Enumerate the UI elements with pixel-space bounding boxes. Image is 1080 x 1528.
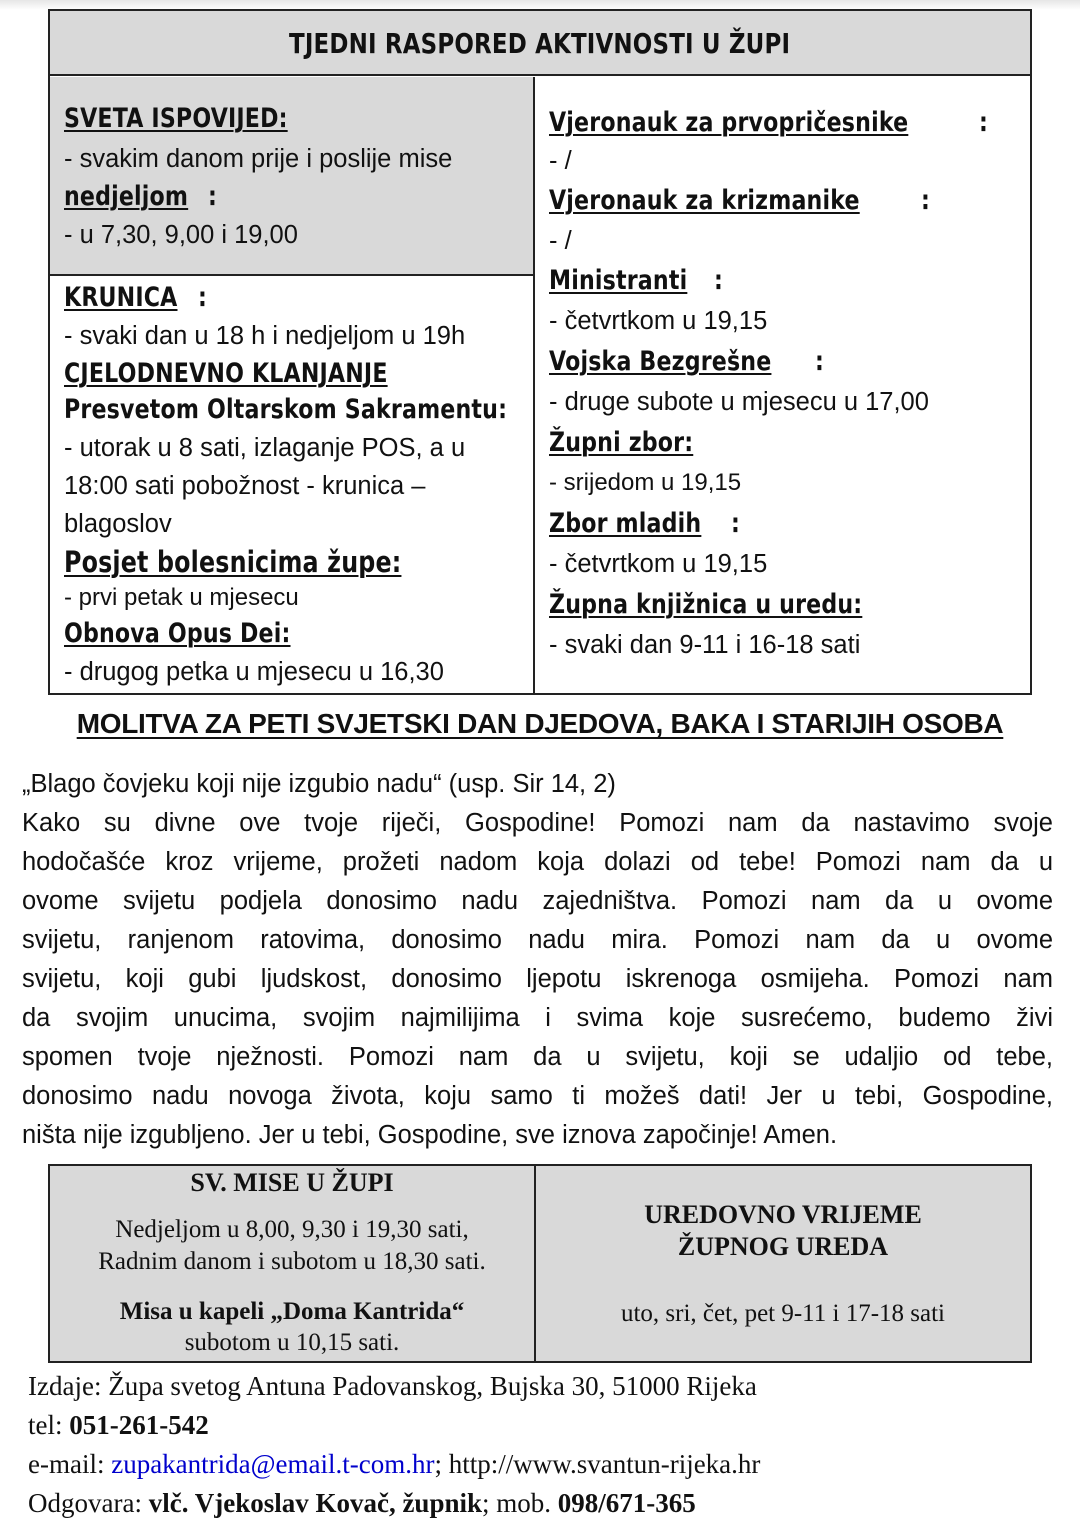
- masses-line-1: Nedjeljom u 8,00, 9,30 i 19,30 sati,: [115, 1216, 469, 1243]
- first-communion-line: - /: [549, 147, 572, 175]
- altar-servers-line: - četvrtkom u 19,15: [549, 307, 768, 335]
- immaculata-title: Vojska Bezgrešne: [549, 346, 772, 377]
- schedule-title: TJEDNI RASPORED AKTIVNOSTI U ŽUPI: [289, 27, 791, 60]
- sunday-label: nedjeljom: [64, 181, 189, 212]
- library-title: Župna knjižnica u uredu:: [549, 589, 863, 620]
- first-communion-title: Vjeronauk za prvopričesnike: [549, 107, 909, 138]
- opus-dei-line: - drugog petka u mjesecu u 16,30: [64, 658, 444, 686]
- opus-dei-title: Obnova Opus Dei:: [64, 618, 291, 649]
- prayer-body: [22, 765, 1053, 1155]
- office-hours: uto, sri, čet, pet 9-11 i 17-18 sati: [620, 1300, 945, 1327]
- left-column: SVETA ISPOVIJED: - svakim danom prije i poslije mise nedjeljom : - u 7,30, 9,00 i 19,00: [64, 100, 529, 254]
- footer: [28, 1367, 1068, 1523]
- confession-line-2: - u 7,30, 9,00 i 19,00: [64, 221, 298, 249]
- chapel-line: subotom u 10,15 sati.: [184, 1329, 400, 1356]
- email-line: e-mail: zupakantrida@email.t-com.hr; http://www.svantun-rijeka.hr: [28, 1449, 761, 1479]
- chapel-title: Misa u kapeli „Doma Kantrida“: [119, 1298, 465, 1325]
- prayer-line: hodočašće kroz vrijeme, prožeti nadom koja dolazi od tebe! Pomozi nam da u: [22, 848, 1053, 876]
- prayer-line: svijetu, koji gubi ljudskost, donosimo ljepotu iskrenoga osmijeha. Pomozi nam: [22, 965, 1053, 993]
- adoration-line-3: blagoslov: [64, 510, 172, 538]
- schedule-header: [50, 11, 1030, 76]
- sick-visit-title: Posjet bolesnicima župe:: [64, 545, 402, 579]
- mobile-number: 098/671-365: [557, 1488, 696, 1518]
- responsible-line: Odgovara: vlč. Vjekoslav Kovač, župnik; mob. 098/671-365: [28, 1488, 696, 1518]
- tel-line: tel: 051-261-542: [28, 1410, 209, 1440]
- rosary-title: KRUNICA: [64, 282, 178, 313]
- confession-line-1: - svakim danom prije i poslije mise: [64, 145, 453, 173]
- parish-choir-line: - srijedom u 19,15: [549, 469, 742, 496]
- prayer-title: [0, 702, 1080, 746]
- office-title-2: ŽUPNOG UREDA: [677, 1232, 889, 1261]
- prayer-title-text: MOLITVA ZA PETI SVJETSKI DAN DJEDOVA, BAKA I STARIJIH OSOBA: [76, 708, 1004, 739]
- office-title-1: UREDOVNO VRIJEME: [644, 1200, 922, 1229]
- prayer-line: donosimo nadu novoga života, koju samo ti možeš dati! Jer u tebi, Gospodine,: [22, 1082, 1053, 1110]
- tel-number: 051-261-542: [69, 1410, 209, 1440]
- adoration-line-2: 18:00 sati pobožnost - krunica –: [64, 472, 426, 500]
- prayer-line: spomen tvoje nježnosti. Pomozi nam da u svijetu, koji se udaljio od tebe,: [22, 1043, 1053, 1071]
- masses-cell: [50, 1166, 534, 1358]
- adoration-subtitle: Presvetom Oltarskom Sakramentu:: [64, 394, 508, 425]
- altar-servers-title: Ministranti: [549, 265, 688, 296]
- prayer-line: Kako su divne ove tvoje riječi, Gospodine! Pomozi nam da nastavimo svoje: [22, 809, 1053, 837]
- masses-line-2: Radnim danom i subotom u 18,30 sati.: [98, 1248, 486, 1275]
- immaculata-line: - druge subote u mjesecu u 17,00: [549, 388, 929, 416]
- right-column: Vjeronauk za prvopričesnike : - / Vjeronauk za krizmanike : - / Ministranti : - četvrtkom u 19,15 Vojska Bezgrešne : - druge subote u mjesecu u 17,00 Župni zbor: - srijedom u 19,15 Zbor mladih : - četvrtkom u 19,15 Župna knjižnica u uredu: - svaki dan 9-11 i 16-18 sati: [549, 104, 1024, 664]
- column-divider: [533, 77, 535, 693]
- confirmation-title: Vjeronauk za krizmanike: [549, 185, 860, 216]
- left-column-lower: KRUNICA : - svaki dan u 18 h i nedjeljom u 19h CJELODNEVNO KLANJANJE Presvetom Oltarskom Sakramentu: - utorak u 8 sati, izlaganje POS, a u 18:00 sati pobožnost - krunica – blagoslov Posjet bolesnicima župe: - prvi petak u mjesecu Obnova Opus Dei: - drugog petka u mjesecu u 16,30: [64, 279, 529, 691]
- prayer-line: svijetu, ranjenom ratovima, donosimo nadu mira. Pomozi nam da u ovome: [22, 926, 1053, 954]
- confirmation-line: - /: [549, 227, 572, 255]
- prayer-last-line: ništa nije izgubljeno. Jer u tebi, Gospodine, sve iznova započinje! Amen.: [22, 1121, 838, 1149]
- prayer-line: ovome svijetu podjela donosimo nadu zajedništva. Pomozi nam da u ovome: [22, 887, 1053, 915]
- adoration-line-1: - utorak u 8 sati, izlaganje POS, a u: [64, 434, 466, 462]
- prayer-quote: „Blago čovjeku koji nije izgubio nadu“ (usp. Sir 14, 2): [22, 770, 616, 798]
- email-link[interactable]: zupakantrida@email.t-com.hr: [111, 1449, 435, 1479]
- youth-choir-title: Zbor mladih: [549, 508, 702, 539]
- library-line: - svaki dan 9-11 i 16-18 sati: [549, 631, 861, 659]
- adoration-title: CJELODNEVNO KLANJANJE: [64, 358, 388, 389]
- youth-choir-line: - četvrtkom u 19,15: [549, 550, 768, 578]
- publisher-line: Izdaje: Župa svetog Antuna Padovanskog, Bujska 30, 51000 Rijeka: [28, 1371, 757, 1401]
- parish-choir-title: Župni zbor:: [549, 427, 694, 458]
- masses-title: SV. MISE U ŽUPI: [190, 1168, 394, 1197]
- prayer-line: da svojim unucima, svojim najmilijima i svima koje susrećemo, budemo živi: [22, 1004, 1053, 1032]
- office-cell: [536, 1166, 1030, 1330]
- rosary-line: - svaki dan u 18 h i nedjeljom u 19h: [64, 322, 466, 350]
- confession-title: SVETA ISPOVIJED:: [64, 103, 288, 134]
- website-text: ; http://www.svantun-rijeka.hr: [434, 1449, 761, 1479]
- sick-visit-line: - prvi petak u mjesecu: [64, 584, 299, 611]
- responsible-name: vlč. Vjekoslav Kovač, župnik: [148, 1488, 482, 1518]
